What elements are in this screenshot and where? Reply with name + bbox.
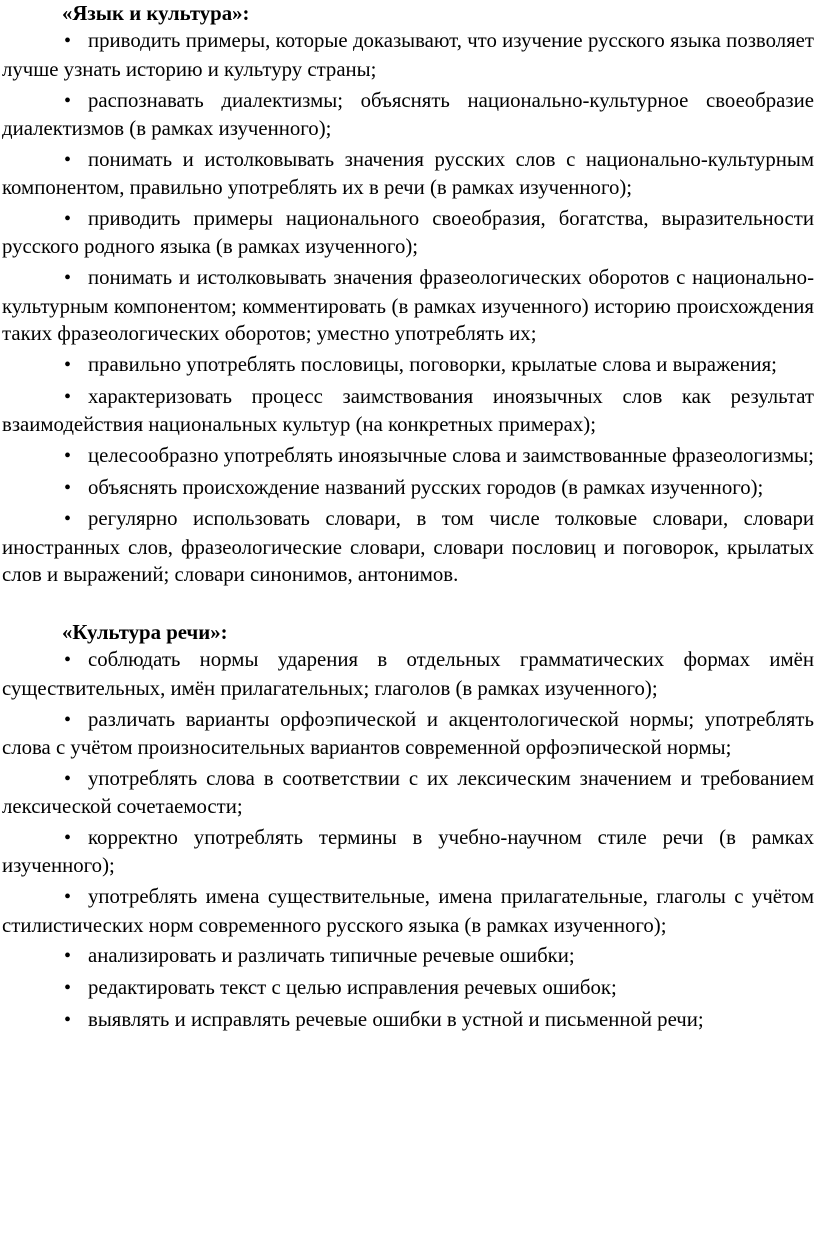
bullet-list [2, 27, 814, 588]
list-item-text: целесообразно употреблять иноязычные слова и заимствованные фразеологизмы; [88, 443, 814, 467]
bullet-icon: • [64, 385, 72, 408]
bullet-icon: • [64, 1009, 72, 1032]
bullet-icon: • [64, 977, 72, 1000]
list-item-text: соблюдать нормы ударения в отдельных грамматических формах имён существительных, имён прилагательных; глаголов (в рамках изученного); [2, 648, 814, 700]
list-item [2, 264, 814, 347]
bullet-icon: • [64, 886, 72, 909]
document-page [2, 0, 814, 1038]
list-item-text: выявлять и исправлять речевые ошибки в устной и письменной речи; [88, 1008, 704, 1032]
bullet-icon: • [64, 444, 72, 467]
bullet-icon: • [64, 767, 72, 790]
list-item-text: характеризовать процесс заимствования иноязычных слов как результат взаимодействия национальных культур (на конкретных примерах); [2, 384, 814, 437]
list-item [2, 474, 814, 502]
list-item-text: приводить примеры национального своеобразия, богатства, выразительности русского родного языка (в рамках изученного); [2, 207, 814, 259]
bullet-icon: • [64, 945, 72, 968]
list-item [2, 765, 814, 821]
list-item-text: приводить примеры, которые доказывают, что изучение русского языка позволяет лучше узнать историю и культуру страны; [2, 29, 814, 81]
list-item-text: употреблять слова в соответствии с их лексическим значением и требованием лексической сочетаемости; [2, 766, 814, 819]
list-item [2, 146, 814, 202]
list-item-text: правильно употреблять пословицы, поговорки, крылатые слова и выражения; [88, 352, 777, 376]
list-item-text: различать варианты орфоэпической и акцентологической нормы; употреблять слова с учётом произносительных вариантов современной орфоэпической нормы; [2, 707, 814, 760]
section-spacer [2, 592, 814, 619]
list-item [2, 351, 814, 379]
list-item [2, 883, 814, 939]
bullet-icon: • [64, 508, 72, 531]
list-item [2, 205, 814, 261]
bullet-icon: • [64, 30, 72, 53]
bullet-icon: • [64, 208, 72, 231]
bullet-icon: • [64, 649, 72, 672]
bullet-icon: • [64, 89, 72, 112]
list-item [2, 1006, 814, 1034]
section-speech-culture [2, 619, 814, 1034]
bullet-icon: • [64, 708, 72, 731]
list-item-text: понимать и истолковывать значения фразеологических оборотов с национально-культурным компонентом; комментировать (в рамках изученного) историю происхождения таких фразеологических оборотов; уместно употреблять их; [2, 266, 814, 346]
list-item-text: понимать и истолковывать значения русских слов с национально-культурным компонентом, правильно употреблять их в речи (в рамках изученного); [2, 147, 814, 200]
bullet-icon: • [64, 353, 72, 376]
list-item [2, 383, 814, 439]
list-item [2, 505, 814, 588]
bullet-icon: • [64, 827, 72, 850]
list-item-text: регулярно использовать словари, в том числе толковые словари, словари иностранных слов, фразеологические словари, словари пословиц и поговорок, крылатых слов и выражений; словари синонимов, антонимов. [2, 507, 814, 587]
list-item-text: анализировать и различать типичные речевые ошибки; [88, 944, 575, 968]
section-title: «Язык и культура»: [62, 2, 250, 25]
bullet-icon: • [64, 267, 72, 290]
list-item [2, 824, 814, 880]
list-item [2, 442, 814, 470]
list-item [2, 942, 814, 970]
bullet-icon: • [64, 148, 72, 171]
list-item [2, 974, 814, 1002]
list-item-text: употреблять имена существительные, имена прилагательные, глаголы с учётом стилистических норм современного русского языка (в рамках изученного); [2, 885, 814, 937]
list-item-text: объяснять происхождение названий русских городов (в рамках изученного); [88, 475, 764, 499]
bullet-list [2, 646, 814, 1034]
list-item [2, 646, 814, 702]
list-item-text: редактировать текст с целью исправления речевых ошибок; [88, 976, 617, 1000]
list-item [2, 27, 814, 83]
section-title: «Культура речи»: [62, 621, 228, 645]
list-item-text: корректно употреблять термины в учебно-научном стиле речи (в рамках изученного); [2, 826, 814, 878]
list-item [2, 87, 814, 143]
section-language-culture [2, 0, 814, 589]
list-item [2, 706, 814, 762]
bullet-icon: • [64, 476, 72, 499]
list-item-text: распознавать диалектизмы; объяснять национально-культурное своеобразие диалектизмов (в рамках изученного); [2, 88, 814, 141]
